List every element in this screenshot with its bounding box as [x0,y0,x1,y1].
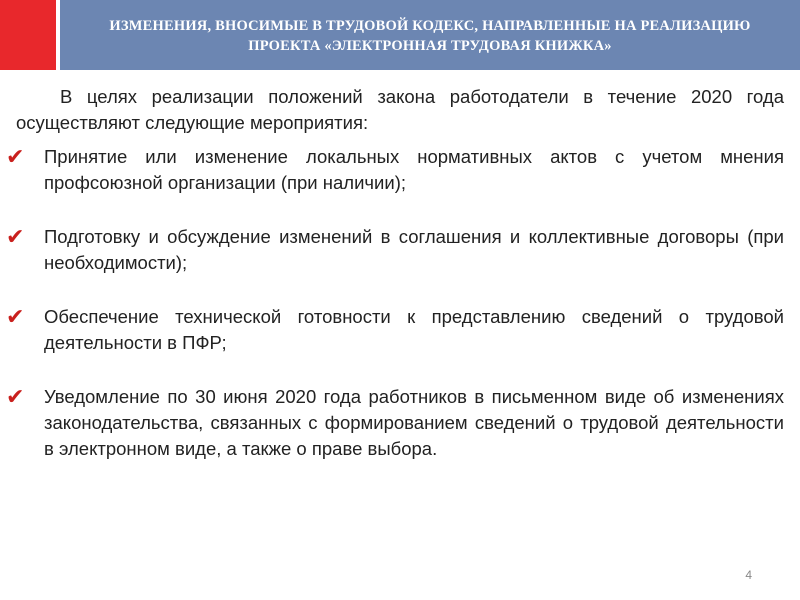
check-icon: ✔ [6,384,25,409]
check-icon: ✔ [6,304,25,329]
list-item-text: Обеспечение технической готовности к представлению сведений о трудовой деятельности в ПФР; [44,306,784,353]
list-item [6,384,784,462]
list-item [6,144,784,196]
bullet-list [6,144,784,462]
header-bar [60,0,800,70]
list-item-text: Принятие или изменение локальных нормативных актов с учетом мнения профсоюзной организации (при наличии); [44,146,784,193]
list-item-text: Подготовку и обсуждение изменений в соглашения и коллективные договоры (при необходимости); [44,226,784,273]
list-item [6,224,784,276]
page-number: 4 [745,568,752,582]
check-icon: ✔ [6,144,25,169]
intro-paragraph: В целях реализации положений закона работодатели в течение 2020 года осуществляют следующие мероприятия: [16,86,784,133]
list-item [6,304,784,356]
slide-title: ИЗМЕНЕНИЯ, ВНОСИМЫЕ В ТРУДОВОЙ КОДЕКС, НАПРАВЛЕННЫЕ НА РЕАЛИЗАЦИЮ ПРОЕКТА «ЭЛЕКТРОННАЯ ТРУДОВАЯ КНИЖКА» [109,18,751,54]
red-accent-block [0,0,56,70]
check-icon: ✔ [6,224,25,249]
list-item-text: Уведомление по 30 июня 2020 года работников в письменном виде об изменениях законодательства, связанных с формированием сведений о трудовой деятельности в электронном виде, а также о праве выбора. [44,386,784,459]
slide-content [6,84,784,462]
